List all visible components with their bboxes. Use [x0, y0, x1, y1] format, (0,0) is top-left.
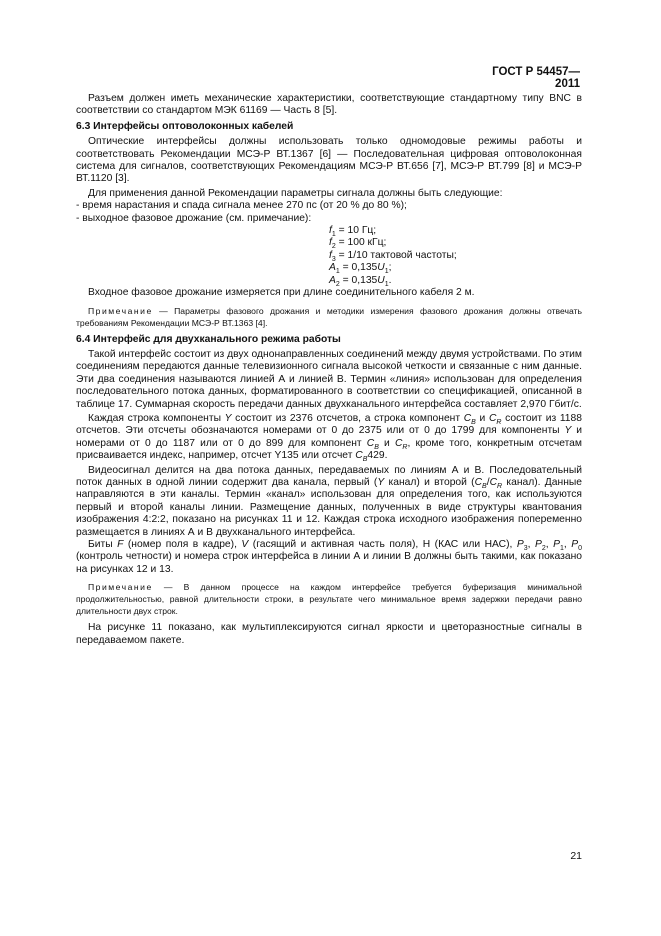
paragraph-dual-link: Такой интерфейс состоит из двух однонаправленных соединений между двумя устройствами. По этим соединениям передаются данные телевизионного сигнала высокой четкости и связанные с ним данные. Эти два соединения называются линией А и линией В. Термин «линия» использован для определения последовательного потока данных, форматированного в соответствии со спецификацией, описанной в таблице 17. Суммарная скорость передачи данных двухканального интерфейса составляет 2,970 Гбит/с.: [76, 348, 582, 410]
list-item-output-jitter: - выходное фазовое дрожание (см. примечание):: [76, 212, 312, 224]
note-text: — В данном процессе на каждом интерфейсе требуется буферизация минимальной продолжительностью, равной длительности строки, в результате чего минимальное время задержки передачи равно длительности двух строк.: [76, 582, 582, 617]
note-buffering: [76, 581, 582, 617]
note-label: Примечание: [88, 305, 153, 316]
section-6-3-heading: 6.3 Интерфейсы оптоволоконных кабелей: [76, 120, 294, 132]
paragraph-samples: Каждая строка компоненты Y состоит из 2376 отсчетов, а строка компонент $C_B$ и $C_R$ состоит из 1188 отсчетов. Эти отсчеты обозначаются номерами от 0 до 2375 или от 0 до 1799 для компоненты Y и номерами от 0 до 1187 или от 0 до 899 для компонент $C_B$ и $C_R$, кроме того, конкретным отсчетам присваивается индекс, например, отсчет Y135 или отсчет $C_B429$.: [76, 412, 582, 464]
page-number: 21: [570, 850, 582, 862]
paragraph-bits: Биты F (номер поля в кадре), V (гасящий и активная часть поля), Н (КАС или НАС), $P_3$, $P_2$, $P_1$, $P_0$ (контроль четности) и номера строк интерфейса в линии А и линии В должны быть такими, как показано на рисунках 12 и 13.: [76, 539, 582, 575]
note-label: Примечание: [88, 582, 153, 593]
formula-f3: $f_3 = 1/10$ тактовой частоты;: [329, 249, 457, 263]
paragraph-connector: Разъем должен иметь механические характеристики, соответствующие стандартному типу BNC в соответствии со стандартом МЭК 61169 — Часть 8 [5].: [76, 93, 582, 117]
paragraph-signal-params: Для применения данной Рекомендации параметры сигнала должны быть следующие:: [88, 187, 503, 199]
formula-f2: $f_2 = 100$ кГц;: [329, 237, 387, 251]
page-body: [76, 93, 582, 647]
formula-a2: $A_2 = 0,135U_1$.: [329, 274, 392, 288]
paragraph-input-jitter: Входное фазовое дрожание измеряется при длине соединительного кабеля 2 м.: [88, 287, 475, 299]
section-6-4-heading: 6.4 Интерфейс для двухканального режима работы: [76, 333, 341, 345]
paragraph-optical-interfaces: Оптические интерфейсы должны использовать только одномодовые режимы работы и соответствовать Рекомендации МСЭ-Р ВТ.1367 [6] — Последовательная цифровая оптоволоконная система для сигналов, соответствующих Рекомендациям МСЭ-Р ВТ.656 [7], МСЭ-Р ВТ.799 [8] и МСЭ-Р ВТ.1120 [3].: [76, 136, 582, 185]
document-code: ГОСТ Р 54457—2011: [492, 66, 580, 90]
note-text: — Параметры фазового дрожания и методики измерения фазового дрожания должны отвечать требованиям Рекомендации МСЭ-Р ВТ.1363 [4].: [76, 305, 582, 328]
paragraph-video-split: Видеосигнал делится на два потока данных, передаваемых по линиям А и В. Последовательный поток данных в одной линии содержит два канала, первый (Y канал) и второй ($C_B/C_R$ канал). Данные направляются в эти каналы. Термин «канал» использован для определения того, как используются первый и второй каналы линии. Размещение данных, полученных в виде структуры квантования изображения 4:2:2, показано на рисунках 11 и 12. Каждая строка исходного изображения попеременно размещается в линиях А и В двухканального интерфейса.: [76, 464, 583, 538]
list-item-rise-time: - время нарастания и спада сигнала менее 270 пс (от 20 % до 80 %);: [76, 200, 407, 212]
formula-f1: $f_1 = 10$ Гц;: [329, 225, 377, 239]
jitter-formulas: [329, 225, 582, 287]
note-jitter: [76, 305, 582, 329]
formula-a1: $A_1 = 0,135U_1$;: [329, 262, 392, 276]
paragraph-figure-11: На рисунке 11 показано, как мультиплексируются сигнал яркости и цветоразностные сигналы в передаваемом пакете.: [76, 622, 582, 646]
